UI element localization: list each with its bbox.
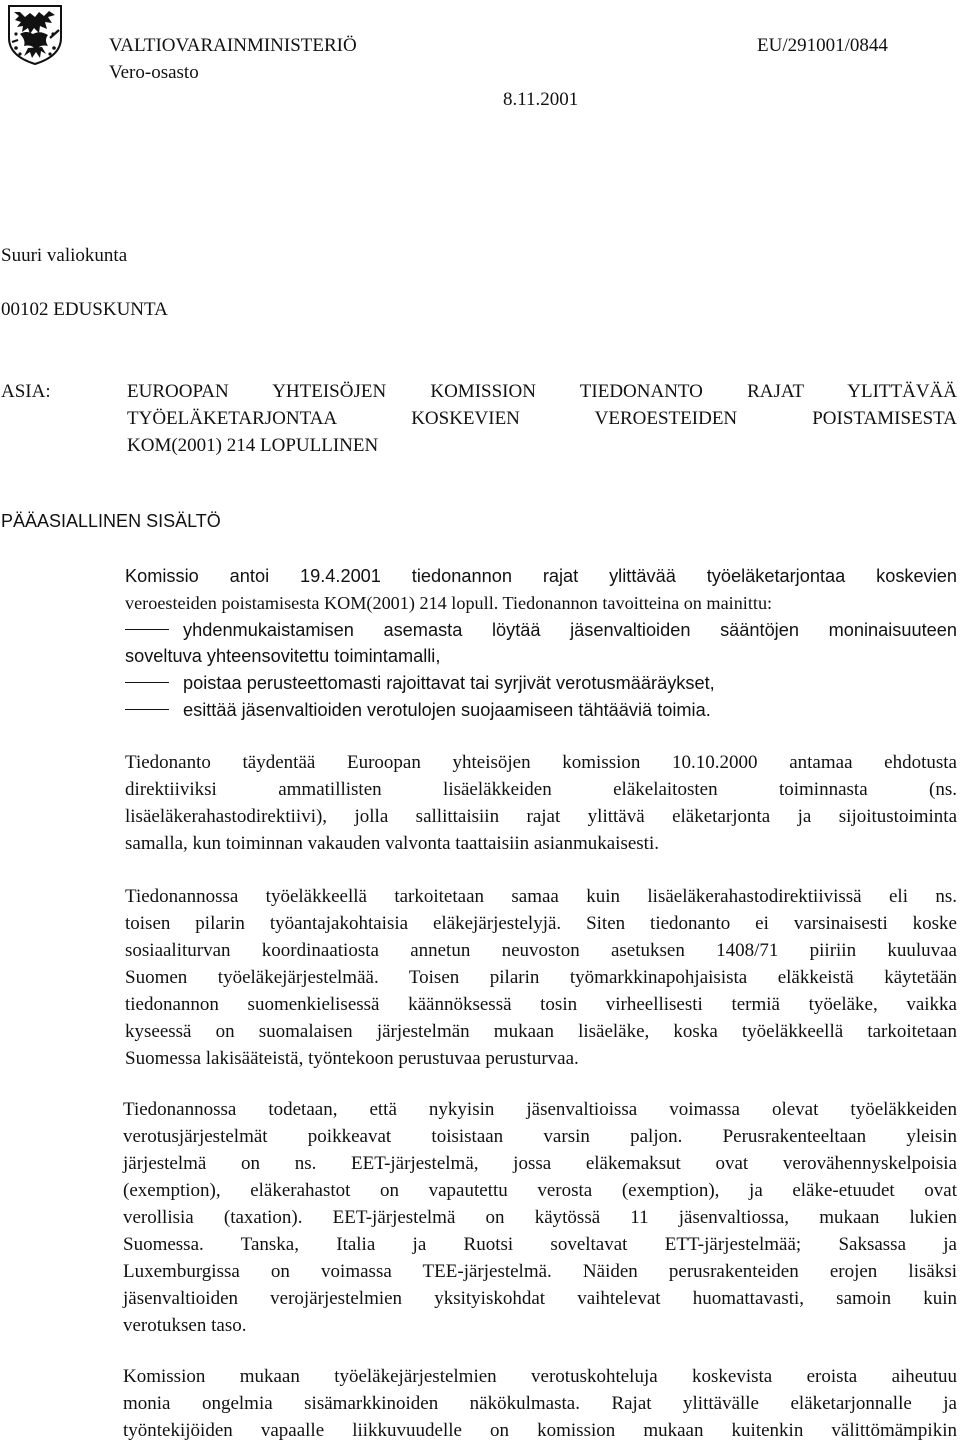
paragraph-line: Tiedonannossa työeläkkeellä tarkoitetaan samaa kuin lisäeläkerahastodirektiivissä eli ns.: [125, 886, 957, 907]
bullet-item: [125, 617, 957, 644]
section-heading: PÄÄASIALLINEN SISÄLTÖ: [1, 511, 221, 531]
bullet-text: poistaa perusteettomasti rajoittavat tai syrjivät verotusmääräykset,: [183, 673, 715, 694]
subject-line: TYÖELÄKETARJONTAA KOSKEVIEN VEROESTEIDEN POISTAMISESTA: [127, 408, 957, 429]
recipient-committee: Suuri valiokunta: [1, 245, 128, 266]
paragraph-line: tiedonannon suomenkielisessä käännöksessä tosin virheellisesti termiä työeläke, vaikka: [125, 994, 957, 1015]
paragraph-line: verotuksen taso.: [123, 1315, 247, 1336]
bullet-item: [125, 697, 957, 724]
paragraph-line: Luxemburgissa on voimassa TEE-järjestelmä. Näiden perusrakenteiden erojen lisäksi: [123, 1261, 957, 1282]
paragraph-line: Komission mukaan työeläkejärjestelmien verotuskohteluja koskevista eroista aiheutuu: [123, 1366, 957, 1387]
paragraph-line: Komissio antoi 19.4.2001 tiedonannon rajat ylittävää työeläketarjontaa koskevien: [125, 566, 957, 586]
bullet-text: yhdenmukaistamisen asemasta löytää jäsenvaltioiden sääntöjen moninaisuuteen: [183, 619, 957, 640]
paragraph-line: Suomessa lakisääteistä, työntekoon perustuvaa perusturvaa.: [125, 1048, 579, 1069]
paragraph-line: Suomen työeläkejärjestelmää. Toisen pilarin työmarkkinapohjaisista eläkkeistä käytetään: [125, 967, 957, 988]
subject-line: EUROOPAN YHTEISÖJEN KOMISSION TIEDONANTO RAJAT YLITTÄVÄÄ: [127, 381, 957, 402]
paragraph-line: Suomessa. Tanska, Italia ja Ruotsi soveltavat ETT-järjestelmää; Saksassa ja: [123, 1234, 957, 1255]
department-name: Vero-osasto: [109, 62, 199, 83]
document-date: 8.11.2001: [503, 89, 579, 110]
paragraph-directive: [125, 749, 957, 857]
subject-line: KOM(2001) 214 LOPULLINEN: [127, 435, 379, 456]
paragraph-definition: [125, 883, 957, 1072]
paragraph-line: verotusjärjestelmät poikkeavat toisistaan varsin paljon. Perusrakenteeltaan yleisin: [123, 1126, 957, 1147]
paragraph-line: sosiaaliturvan koordinaatiosta annetun neuvoston asetuksen 1408/71 piiriin kuuluvaa: [125, 940, 957, 961]
paragraph-line: Tiedonannossa todetaan, että nykyisin jäsenvaltioissa voimassa olevat työeläkkeiden: [123, 1099, 957, 1120]
paragraph-line: kyseessä on suomalaisen järjestelmän mukaan lisäeläke, koska työeläkkeellä tarkoitetaan: [125, 1021, 957, 1042]
paragraph-line: verollisia (taxation). EET-järjestelmä on käytössä 11 jäsenvaltiossa, mukaan lukien: [123, 1207, 957, 1228]
bullet-item: [125, 670, 957, 697]
paragraph-line: työntekijöiden vapaalle liikkuvuudelle on komission mukaan kuitenkin välittömämpikin: [123, 1420, 957, 1441]
paragraph-line: järjestelmä on ns. EET-järjestelmä, jossa eläkemaksut ovat verovähennyskelpoisia: [123, 1153, 957, 1174]
paragraph-line: monia ongelmia sisämarkkinoiden näkökulmasta. Rajat ylittävälle eläketarjonnalle ja: [123, 1393, 957, 1414]
document-reference: EU/291001/0844: [757, 35, 888, 56]
paragraph-tax-systems: [123, 1096, 957, 1339]
dash-bullet-icon: [125, 682, 169, 683]
subject-label: ASIA:: [1, 381, 51, 402]
bullet-continuation: soveltuva yhteensovitettu toimintamalli,: [125, 646, 441, 667]
subject-title: [127, 378, 957, 459]
recipient-address: 00102 EDUSKUNTA: [1, 299, 168, 320]
paragraph-line: direktiiviksi ammatillisten lisäeläkkeiden eläkelaitosten toiminnasta (ns.: [125, 779, 957, 800]
dash-bullet-icon: [125, 709, 169, 710]
dash-bullet-icon: [125, 629, 169, 630]
coat-of-arms-logo: [6, 4, 64, 66]
paragraph-summary: [125, 563, 957, 724]
paragraph-line: lisäeläkerahastodirektiivi), jolla sallittaisiin rajat ylittävä eläketarjonta ja sijoitustoiminta: [125, 806, 957, 827]
paragraph-line: Tiedonanto täydentää Euroopan yhteisöjen komission 10.10.2000 antamaa ehdotusta: [125, 752, 957, 773]
paragraph-problems: [123, 1363, 957, 1444]
ministry-name: VALTIOVARAINMINISTERIÖ: [109, 35, 357, 56]
paragraph-line: veroesteiden poistamisesta KOM(2001) 214 lopull. Tiedonannon tavoitteina on mainittu:: [125, 592, 773, 613]
paragraph-line: samalla, kun toiminnan vakauden valvonta taattaisiin asianmukaisesti.: [125, 833, 659, 854]
paragraph-line: jäsenvaltioiden verojärjestelmien yksityiskohdat vaihtelevat huomattavasti, samoin kuin: [123, 1288, 957, 1309]
paragraph-line: (exemption), eläkerahastot on vapautettu verosta (exemption), ja eläke-etuudet ovat: [123, 1180, 957, 1201]
bullet-text: esittää jäsenvaltioiden verotulojen suojaamiseen tähtääviä toimia.: [183, 699, 711, 720]
paragraph-line: toisen pilarin työantajakohtaisia eläkejärjestelyjä. Siten tiedonanto ei varsinaisesti koske: [125, 913, 957, 934]
